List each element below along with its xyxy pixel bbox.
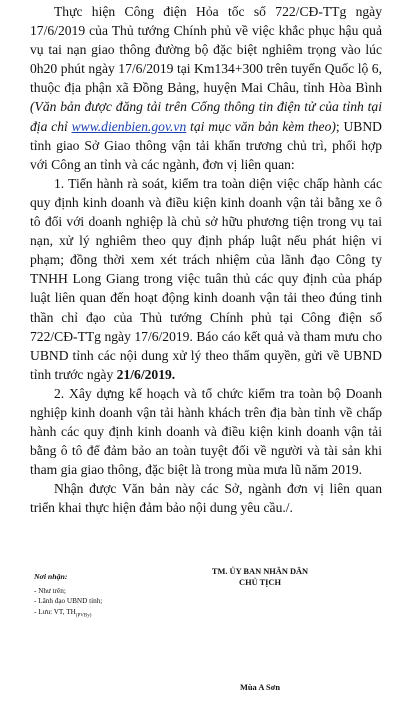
signer-name: Mùa A Sơn	[239, 683, 280, 692]
intro-text: Thực hiện Công điện Hỏa tốc số 722/CĐ-TTg ngày 17/6/2019 của Thủ tướng Chính phủ về việc khắc phục hậu quả vụ tai nạn giao thông đường bộ đặc biệt nghiêm trọng vào lúc 0h20 phút ngày 17/6/2019 tại Km134+300 trên tuyến Quốc lộ 6, thuộc địa phận xã Đồng Bảng, huyện Mai Châu, tỉnh Hòa Bình	[30, 4, 382, 96]
signature-block	[160, 566, 360, 588]
recipient-item-text: - Lưu: VT, TH	[34, 607, 76, 616]
intro-text-end: ; UBND tỉnh giao Sở Giao thông vận tải khẩn trương chủ trì, phối hợp với Công an tỉnh và các ngành, đơn vị liên quan:	[30, 118, 382, 172]
signature-title: TM. ỦY BAN NHÂN DÂN	[211, 567, 309, 576]
recipient-item-subscript: (PVBy)	[75, 612, 92, 618]
recipient-item: - Như trên;	[34, 586, 66, 595]
recipient-item: - Lãnh đạo UBND tỉnh;	[34, 597, 103, 605]
intro-paragraph	[30, 2, 382, 174]
document-body	[30, 2, 382, 518]
signature-position: CHỦ TỊCH	[239, 578, 281, 587]
item-1-deadline: 21/6/2019.	[116, 366, 176, 382]
closing-paragraph: Nhận được Văn bản này các Sở, ngành đơn vị liên quan triển khai thực hiện đảm bảo nội dung yêu cầu./.	[30, 481, 382, 516]
recipients-heading: Nơi nhận:	[34, 572, 68, 581]
intro-italic-note: (Văn bản được đăng tải trên Cổng thông tin điện tử của tỉnh tại địa chỉ	[30, 99, 382, 134]
website-link[interactable]: www.dienbien.gov.vn	[71, 118, 187, 134]
item-1-text: 1. Tiến hành rà soát, kiểm tra toàn diện việc chấp hành các quy định kinh doanh và điều kiện kinh doanh vận tải bằng xe ô tô đối với doanh nghiệp là chủ sở hữu phương tiện trong vụ tai nạn, xử lý nghiêm theo quy định pháp luật nếu phát hiện vi phạm; đồng thời xem xét trách nhiệm của lãnh đạo Công ty TNHH Long Giang trong việc tuân thủ các quy định của pháp luật liên quan đến hoạt động kinh doanh vận tải theo đúng tinh thần chỉ đạo của Thủ tướng Chính phủ tại Công điện số 722/CĐ-TTg ngày 17/6/2019. Báo cáo kết quả và tham mưu cho UBND tỉnh các nội dung xử lý theo thẩm quyền, gửi về UBND tỉnh trước ngày	[30, 175, 382, 382]
item-2-paragraph: 2. Xây dựng kế hoạch và tổ chức kiểm tra toàn bộ Doanh nghiệp kinh doanh vận tải hành khách trên địa bàn tỉnh về chấp hành các quy định kinh doanh và điều kiện kinh doanh vận tải bằng ô tô để đảm bảo an toàn tuyệt đối về người và tài sản khi tham gia giao thông, đặc biệt là trong mùa mưa lũ năm 2019.	[30, 385, 382, 478]
item-1-paragraph	[30, 174, 382, 384]
recipient-item	[34, 607, 184, 622]
intro-italic-note-end: tại mục văn bản kèm theo)	[186, 118, 336, 134]
